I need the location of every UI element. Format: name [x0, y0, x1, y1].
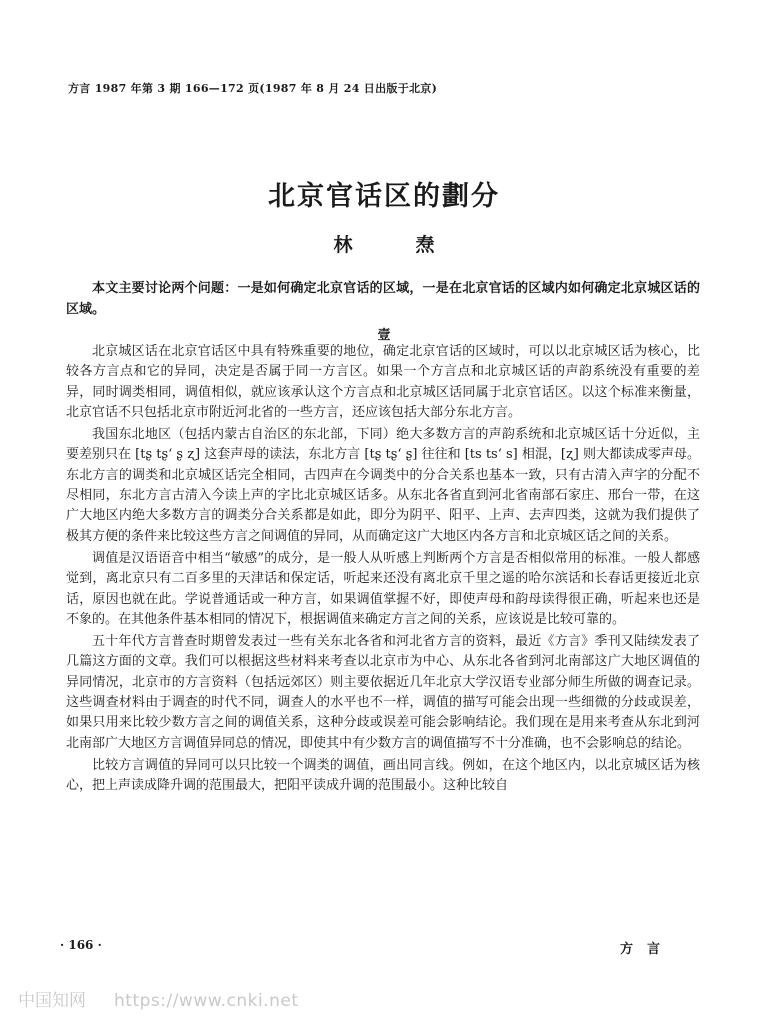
- body-paragraph: 调值是汉语语音中相当“敏感”的成分，是一般人从听感上判断两个方言是否相似常用的标准。一般人都感觉到，离北京只有二百多里的天津话和保定话，听起来还没有离北京千里之遥的哈尔滨话和长春话更接近北京话，原因也就在此。学说普通话或一种方言，如果调值掌握不好，即使声母和韵母读得很正确，听起来也还是不象的。在其他条件基本相同的情况下，根据调值来确定方言之间的关系，应该说是比较可靠的。: [66, 550, 700, 627]
- watermark-brand: 中国知网: [18, 991, 86, 1011]
- page-number: · 166 ·: [60, 938, 102, 952]
- cnki-watermark: [18, 986, 298, 1011]
- running-footer-journal: 方言: [620, 942, 675, 957]
- body-paragraph: 北京城区话在北京官话区中具有特殊重要的地位，确定北京官话的区域时，可以以北京城区话为核心，比较各方言点和它的异同，决定是否属于同一方言区。如果一个方言点和北京城区话的声韵系统没有重要的差异，同时调类相同，调值相似，就应该承认这个方言点和北京城区话同属于北京官话区。以这个标准来衡量，北京官话不只包括北京市附近河北省的一些方言，还应该包括大部分东北方言。: [66, 344, 700, 420]
- article-abstract: 本文主要讨论两个问题：一是如何确定北京官话的区域，一是在北京官话的区域内如何确定北京城区话的区域。: [66, 281, 700, 317]
- body-paragraph: 我国东北地区（包括内蒙古自治区的东北部，下同）绝大多数方言的声韵系统和北京城区话十分近似，主要差别只在 [tʂ tʂʻ ʂ ʐ] 这套声母的读法，东北方言 [tʂ tʂʻ ʂ] 往往和 [ts tsʻ s] 相混，[ʐ] 则大都读成零声母。东北方言的调类和北京城区话完全相同，古四声在今调类中的分合关系也基本一致，只有古清入声字的分配不尽相同，东北方言古清入今读上声的字比北京城区话多。从东北各省直到河北省南部石家庄、邢台一带，在这广大地区内绝大多数方言的调类分合关系都是如此，即分为阴平、阳平、上声、去声四类，这就为我们提供了极其方便的条件来比较这些方言之间调值的异同，从而确定这广大地区内各方言和北京城区话之间的关系。: [66, 427, 700, 544]
- article-author: 林 焘: [333, 234, 457, 256]
- watermark-url: https://www.cnki.net: [114, 991, 299, 1011]
- journal-source-line: 方言 1987 年第 3 期 166—172 页(1987 年 8 月 24 日出版于北京): [68, 82, 438, 95]
- body-paragraph: 五十年代方言普查时期曾发表过一些有关东北各省和河北省方言的资料，最近《方言》季刊又陆续发表了几篇这方面的文章。我们可以根据这些材料来考查以北京市为中心、从东北各省到河北南部这广大地区调值的异同情况，北京市的方言资料（包括远郊区）则主要依据近几年北京大学汉语专业部分师生所做的调查记录。这些调查材料由于调查的时代不同，调查人的水平也不一样，调值的描写可能会出现一些细微的分歧或误差，如果只用来比较少数方言之间的调值关系，这种分歧或误差可能会影响结论。我们现在是用来考查从东北到河北南部广大地区方言调值异同总的情况，即使其中有少数方言的调值描写不十分准确，也不会影响总的结论。: [66, 634, 700, 751]
- article-body: [66, 342, 700, 799]
- body-paragraph: 比较方言调值的异同可以只比较一个调类的调值，画出同言线。例如，在这个地区内，以北京城区话为核心，把上声读成降升调的范围最大，把阳平读成升调的范围最小。这种比较自: [66, 757, 700, 794]
- article-title: 北京官话区的劃分: [268, 181, 500, 212]
- section-heading: 壹: [377, 328, 391, 343]
